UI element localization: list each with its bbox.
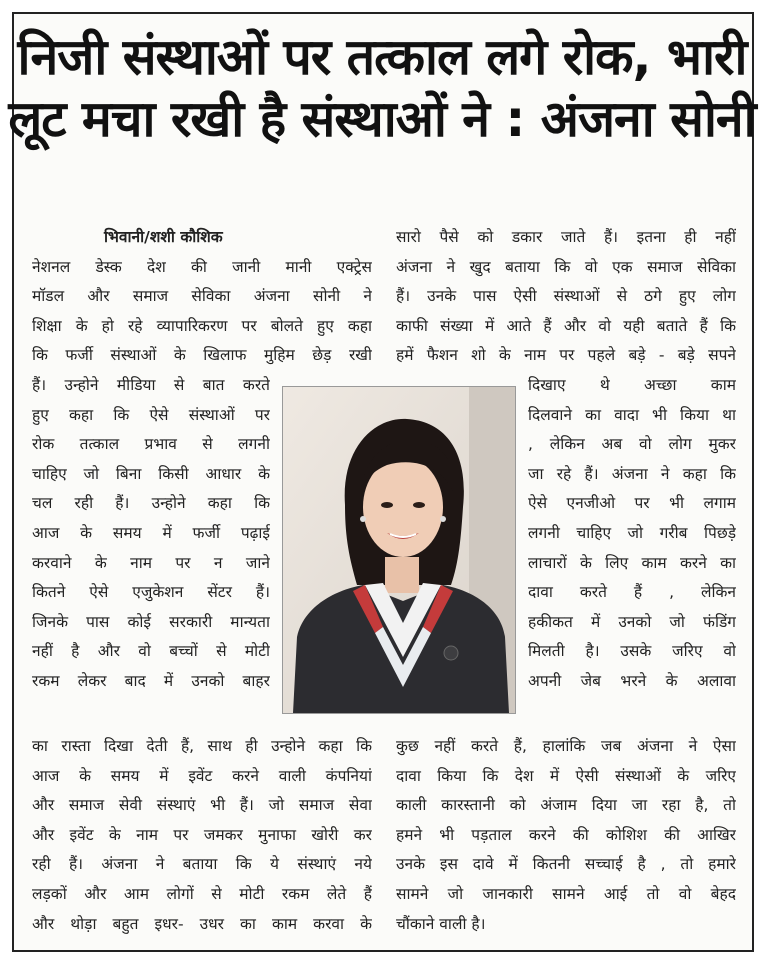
article-line: रोक तत्काल प्रभाव से लगनी bbox=[32, 435, 270, 454]
article-line: दिखाए थे अच्छा काम bbox=[528, 376, 736, 394]
headline-line-2: लूट मचा रखी है संस्थाओं ने : अंजना सोनी bbox=[8, 90, 756, 148]
article-line: कि फर्जी संस्थाओं के खिलाफ मुहिम छेड़ रखी bbox=[32, 346, 372, 365]
article-line: कितने ऐसे एजुकेशन सेंटर हैं। bbox=[32, 583, 270, 602]
article-line: अपनी जेब भरने के अलावा bbox=[528, 671, 736, 690]
article-line: आज के समय में इवेंट करने वाली कंपनियां bbox=[32, 766, 372, 785]
article-line: मॉडल और समाज सेविका अंजना सोनी ने bbox=[32, 287, 372, 306]
article-line: लगनी चाहिए जो गरीब पिछड़े bbox=[528, 523, 736, 542]
article-line: दावा करते हैं , लेकिन bbox=[528, 583, 736, 602]
article-line: कुछ नहीं करते हैं, हालांकि जब अंजना ने ऐसा bbox=[396, 737, 736, 755]
article-line: शिक्षा के हो रहे व्यापारिकरण पर बोलते हुए कहा bbox=[32, 316, 372, 335]
article-line: सामने जो जानकारी सामने आई तो वो बेहद bbox=[396, 884, 736, 903]
article-line: नहीं है और वो बच्चों से मोटी bbox=[32, 642, 270, 661]
woman-portrait-icon bbox=[283, 387, 515, 713]
article-line: लाचारों के लिए काम करने का bbox=[528, 553, 736, 572]
article-line: रही हैं। अंजना ने बताया कि ये संस्थाएं नये bbox=[32, 855, 372, 874]
article-line: हकीकत में उनको जो फंडिंग bbox=[528, 612, 736, 631]
article-line: करवाने के नाम पर न जाने bbox=[32, 553, 270, 572]
headline bbox=[0, 26, 764, 150]
right-column-top bbox=[396, 223, 736, 371]
article-line: उनके इस दावे में कितनी सच्चाई है , तो हमारे bbox=[396, 855, 736, 874]
article-line: जिनके पास कोई सरकारी मान्यता bbox=[32, 612, 270, 631]
article-line: काली कारस्तानी को अंजाम दिया जा रहा है, तो bbox=[396, 796, 736, 815]
article-line: और समाज सेवी संस्थाएं भी हैं। जो समाज सेवा bbox=[32, 796, 372, 815]
portrait-photo bbox=[282, 386, 516, 714]
byline: भिवानी/शशी कौशिक bbox=[104, 228, 223, 246]
article-line: हमने भी पड़ताल करने की कोशिश की आखिर bbox=[396, 825, 736, 844]
article-line: आज के समय में फर्जी पढ़ाई bbox=[32, 523, 270, 542]
article-line: लड़कों और आम लोगों से मोटी रकम लेते हैं bbox=[32, 884, 372, 903]
article-line: अंजना ने खुद बताया कि वो एक समाज सेविका bbox=[396, 257, 736, 276]
left-column-middle bbox=[32, 371, 270, 697]
article-line: चल रही हैं। उन्होने कहा कि bbox=[32, 494, 270, 513]
article-line: , लेकिन अब वो लोग मुकर bbox=[528, 435, 736, 454]
article-line: चौंकाने वाली है। bbox=[396, 914, 486, 933]
article-line: दावा किया कि देश में ऐसी संस्थाओं के जरिए bbox=[396, 766, 736, 785]
headline-line-1: निजी संस्थाओं पर तत्काल लगे रोक, भारी bbox=[17, 28, 747, 86]
article-line: नेशनल डेस्क देश की जानी मानी एक्ट्रेस bbox=[32, 257, 372, 276]
article-line: जा रहे हैं। अंजना ने कहा कि bbox=[528, 464, 736, 483]
left-column-top bbox=[32, 223, 372, 371]
article-line: सारो पैसे को डकार जाते हैं। इतना ही नहीं bbox=[396, 228, 736, 246]
article-line: और थोड़ा बहुत इधर- उधर का काम करवा के bbox=[32, 914, 372, 933]
article-line: हमें फैशन शो के नाम पर पहले बड़े - बड़े सपने bbox=[396, 346, 736, 365]
article-line: का रास्ता दिखा देती हैं, साथ ही उन्होने कहा कि bbox=[32, 737, 372, 755]
article-line: हुए कहा कि ऐसे संस्थाओं पर bbox=[32, 405, 270, 424]
article-line: हैं। उन्होने मीडिया से बात करते bbox=[32, 376, 270, 394]
article-line: मिलती है। उसके जरिए वो bbox=[528, 642, 736, 661]
article-line: और इवेंट के नाम पर जमकर मुनाफा खोरी कर bbox=[32, 825, 372, 844]
right-column-middle bbox=[528, 371, 736, 697]
left-column-bottom bbox=[32, 732, 372, 939]
article-line: ऐसे एनजीओ पर भी लगाम bbox=[528, 494, 736, 513]
article-line: काफी संख्या में आते हैं और वो यही बताते हैं कि bbox=[396, 316, 736, 335]
right-column-bottom bbox=[396, 732, 736, 939]
article-line: हैं। उनके पास ऐसी संस्थाओं से ठगे हुए लोग bbox=[396, 287, 736, 306]
article-line: रकम लेकर बाद में उनको बाहर bbox=[32, 671, 270, 690]
article-line: दिलवाने का वादा भी किया था bbox=[528, 405, 736, 424]
article-line: चाहिए जो बिना किसी आधार के bbox=[32, 464, 270, 483]
